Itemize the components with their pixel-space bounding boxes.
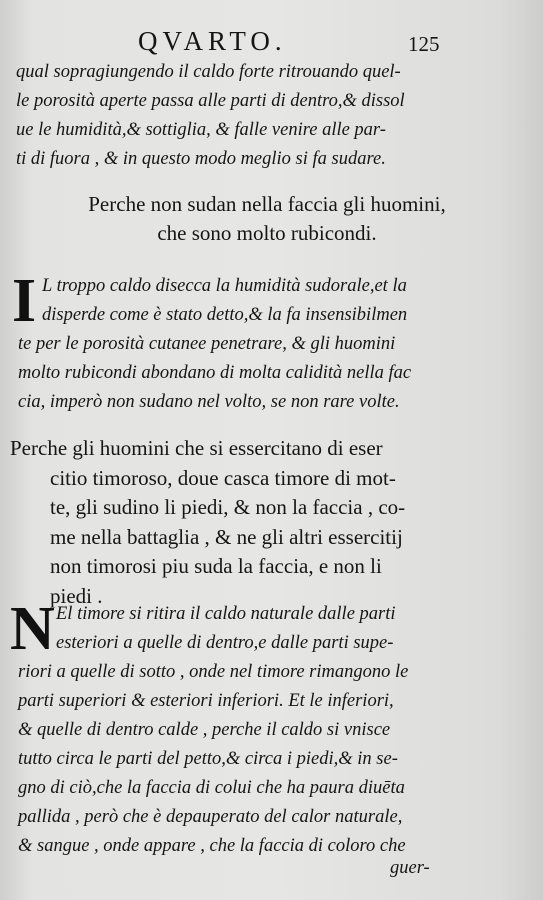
text-line: L troppo caldo disecca la humidità sudorale,et la bbox=[42, 276, 407, 296]
section-heading-1 bbox=[12, 190, 522, 248]
heading-line: Perche non sudan nella faccia gli huomini, bbox=[88, 192, 446, 216]
page-number: 125 bbox=[408, 32, 440, 56]
text-line: molto rubicondi abondano di molta calidità nella fac bbox=[18, 363, 412, 383]
running-title: QVARTO. bbox=[138, 26, 287, 56]
text-line: cia, imperò non sudano nel volto, se non rare volte. bbox=[18, 392, 400, 412]
heading-line: me nella battaglia , & ne gli altri essercitij bbox=[50, 524, 403, 549]
text-line: ue le humidità,& sottiglia, & falle venire alle par- bbox=[16, 120, 386, 140]
continuation-paragraph bbox=[16, 58, 531, 174]
heading-line: piedi . bbox=[50, 583, 103, 608]
text-line: & quelle di dentro calde , perche il caldo si vnisce bbox=[18, 720, 391, 740]
heading-line: te, gli sudino li piedi, & non la faccia , co- bbox=[50, 495, 406, 519]
text-line: qual sopragiungendo il caldo forte ritrouando quel- bbox=[16, 62, 401, 82]
section-body-1 bbox=[18, 272, 533, 417]
heading-line: non timorosi piu suda la faccia, e non li bbox=[50, 554, 382, 578]
text-line: le porosità aperte passa alle parti di dentro,& dissol bbox=[16, 91, 405, 111]
drop-cap: I bbox=[12, 267, 37, 335]
text-line: gno di ciò,che la faccia di colui che ha paura diuēta bbox=[18, 778, 405, 798]
text-line: & sangue , onde appare , che la faccia di coloro che bbox=[18, 836, 406, 856]
heading-line: citio timoroso, doue casca timore di mot- bbox=[50, 465, 396, 490]
text-line: pallida , però che è depauperato del calor naturale, bbox=[18, 807, 403, 827]
text-line: te per le porosità cutanee penetrare, & gli huomini bbox=[18, 334, 396, 354]
heading-line: Perche gli huomini che si essercitano di eser bbox=[10, 436, 383, 460]
text-line: disperde come è stato detto,& la fa insensibilmen bbox=[42, 305, 408, 325]
running-head bbox=[0, 26, 543, 60]
section-body-2 bbox=[18, 600, 533, 861]
text-line: El timore si ritira il caldo naturale dalle parti bbox=[56, 604, 396, 624]
text-line: riori a quelle di sotto , onde nel timore rimangono le bbox=[18, 662, 409, 682]
catchword: guer- bbox=[390, 858, 430, 878]
text-line: ti di fuora , & in questo modo meglio si fa sudare. bbox=[16, 149, 386, 169]
section-heading-2 bbox=[10, 434, 525, 611]
heading-line: che sono molto rubicondi. bbox=[157, 221, 377, 245]
text-line: tutto circa le parti del petto,& circa i piedi,& in se- bbox=[18, 749, 398, 769]
text-line: esteriori a quelle di dentro,e dalle parti supe- bbox=[56, 633, 394, 653]
text-line: parti superiori & esteriori inferiori. Et le inferiori, bbox=[18, 691, 394, 711]
drop-cap: N bbox=[10, 595, 55, 663]
